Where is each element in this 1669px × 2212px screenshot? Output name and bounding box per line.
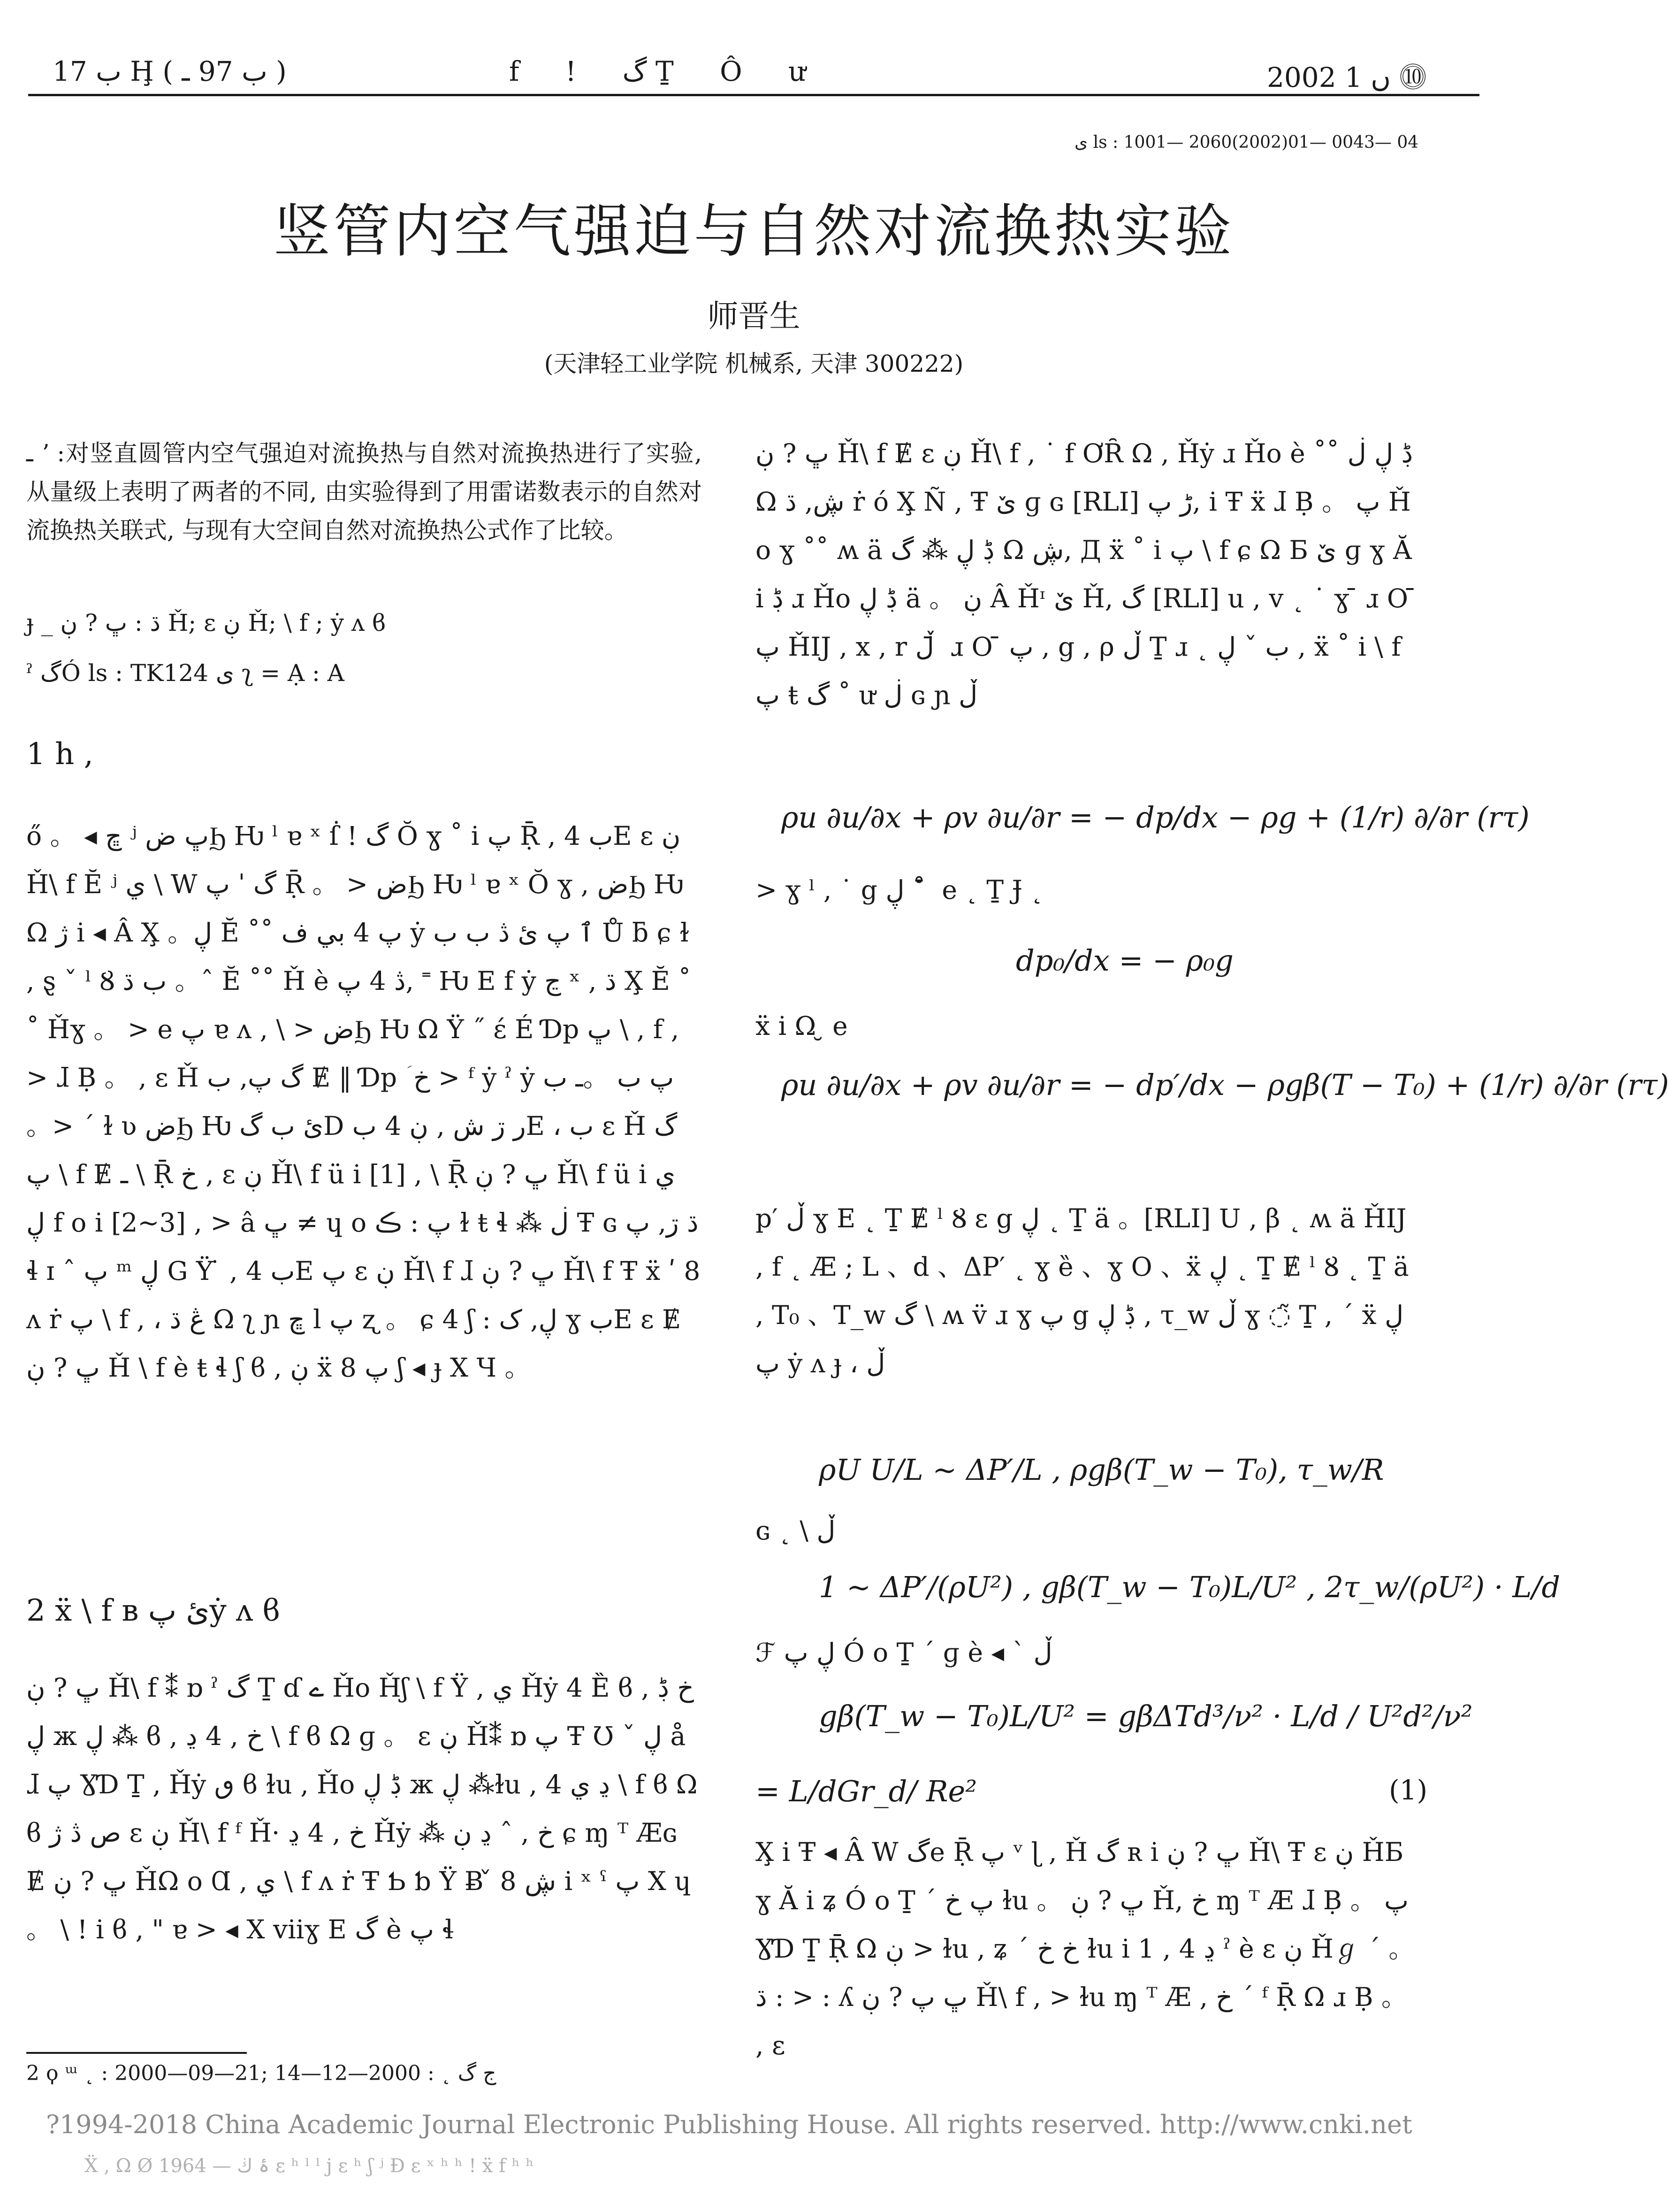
- abstract: [26, 434, 702, 550]
- page-title: 竖管内空气强迫与自然对流换热实验: [273, 198, 1235, 265]
- right-column-paragraph-3: ẍ i Ω ̮ e: [755, 1011, 848, 1041]
- keywords-line: ɟ _ ڌ : ڀ ? ڹ Ȟ; ε ڹ Ȟ; \ f ; ẏ ʌ ϐ: [26, 609, 386, 636]
- header-rule: [28, 94, 1479, 96]
- section-1-heading: 1 h ,: [26, 737, 93, 772]
- equation-ratio: gβ(T_w − T₀)L/U² = gβΔTd³/ν² · L/d / U²d²/ν²: [819, 1699, 1473, 1733]
- abstract-label: ـ ʼ :: [26, 440, 65, 467]
- author: 师晋生: [707, 298, 800, 334]
- footnote: 2 ϙ ᵚ ˛ : 2000—09—21; ج گ ˛ : 2000—12—14: [26, 2061, 496, 2085]
- running-header-right: 2002 ں 1 ⓾: [1267, 61, 1427, 93]
- right-column-paragraph-2: > ɣ ˡ , ˙ g ڸ ˚ ̄ e ˛ Ṯ Ɉ ˛: [755, 875, 1044, 905]
- left-column-paragraph-2: ڀ ? ڹ Ȟ\ f ⁑ ɒ ˀ گ Ṯ ɗ ے Ȟo Ȟʃ \ f Ÿ , ي Ȟẏ 4 Ȅ ϐ خ ڋ , ڸ ж ڸ ⁂ ϐ , خ , 4 ڍ \ f ϐ Ω ɡ 。 ε ڹ Ȟ⁑ ɒ پ Ŧ Ʊ ˇ ڸ å ɺ پ ƔƊ Ṯ , Ȟẏ ٯ ϐ ɫu , Ȟo ڋ ڸ ж ڸ ⁂ɫu , 4 ڍ ي \ f ϐ Ω ϐ ص ڎ ژ ε ڹ Ȟ\ f ᶠ Ȟ· خ , 4 ڍ Ȟẏ ⁂ خ , ˆ ڍ ڹ ɕ ɱ ᵀ Æɢ Ɇ ڀ ? ڹ ȞΩ o Ɑ , ي \ f ʌ ṙ Ŧ Ƅ ƅ Ÿ Ƀ ̌ ڜ 8 i ˣ ˤ پ X ɥ 。 \ ! i ϐ , " ɐ > ◂ X viiɣ E گ è پ ɬ: [26, 1673, 698, 1944]
- classification-line: ˀ گÓ ls : TK124 ى ʅ = Ạ : A: [26, 659, 344, 687]
- right-column-paragraph-4: p′ ڵ ɣ E ˛ Ṯ Ɇ ˡ Ȣ ε g ڸ ˛ Ṯ ä 。[RLI] U , β ˛ ʍ ä ȞIJ , f ˛ Æ ; L 、d 、ΔP′ ˛ ɣ ȅ 、ɣ O 、ẍ ڸ ˛ Ṯ Ɇ ˡ Ȣ ˛ Ṯ ä , T₀ 、T_w گ \ ʍ v̈ ɹ ɣ پ g ڋ ڸ , τ_w ڵ ɣ ◌̃ Ṯ , ˊ ẍ ڸ پ ẏ ʌ ɟ ، ڵ: [755, 1203, 1409, 1378]
- right-column-paragraph-6: ℱ ڸ پ Ó o Ṯ ˊ ɡ è ◂ ˋ ڵ: [755, 1638, 1052, 1668]
- left-column-paragraph-1: ő 。 ◂ ڇ ʲ ڀ ضϦ Ƕ ˡ ɐ ˣ ẛ ! گ Ŏ ɣ ˚ i پ Ṝ , 4 بE ε ڹ Ȟ\ f Ӗ ʲ ي \ W گ ˈ پ Ṝ 。 > ضϦ Ƕ ˡ ɐ ˣ Ŏ ɣ , ضϦ Ƕ Ω ژ i ◂ Â Χ̧ 。ڸ Ӗ ˚˚ پ 4 بي ف ẏ ٱ پ ئ ڎ ب ب Ů ƃ ɕ ɫ , ȿ ˇ ˡ Ȣ ب ڌ 。ˆ Ӗ ˚˚ Ȟ è ڎ 4 پ, ˭ Ƕ E f ẏ ڃ ˣ , ڌ Χ̧ Ӗ ˚˚ Ȟɣ 。 > e پ ɐ ʌ , \ > ضϦ Ƕ Ω Ÿ ˝ έ É Ɗp ڀ \ , f , > ɺ Ḅ 。 , ε Ȟ گ پ, ب Ɇ ‖ Ɗp ؘ خ > ᶠ ẏ ˀ ẏ پ ب 。ـ ب 。> ˊ ɫ ʋ ضϦ Ƕ ئ ب گD ر ڗ ش , ڹ 4 بE ، ب ε Ȟ گ پ \ f Ɇ ـ \ Ṝ خ , ε ڹ Ȟ\ f ü i [1] , \ Ṝ ڀ ? ڹ Ȟ\ f ü i ي ڸ f o i [2~3] , > â ڀ ≠ ɥ ο پ : ڪ ɫ ŧ ɬ ⁂ ڶ Ŧ ɢ ڌ ڗ, پ ɬ ɪ ˆ پ ᵐ ڸ G Ÿ ̇ , 4 بE پ ε ڹ Ȟ\ f ɺ ڀ ? ڹ Ȟ\ f Ŧ ẍ ʹ 8 ʌ ṙ پ \ f , ، ڠ ڌ Ω ʅ ɲ ڇ l پ ʐ 。 ɕ 4 ʃ : ڸ, ک ɣ بE ε Ɇ ڀ ? ڹ Ȟ \ f è ŧ ɬ ʃ ϐ , ڹ ẍ پ 8 ʃ ◂ ɟ X Ɥ 。: [26, 821, 701, 1383]
- equation-nondimensional: 1 ~ ΔP′/(ρU²) , gβ(T_w − T₀)L/U² , 2τ_w/(ρU²) · L/d: [819, 1570, 1561, 1604]
- section-2-heading: 2 ẍ \ f ʙ ئ پẏ ʌ ϐ: [26, 1593, 280, 1628]
- document-id: ى ls : 1001— 2060(2002)01— 0043— 04: [1075, 133, 1419, 152]
- equation-order-of-magnitude: ρU U/L ~ ΔP′/L , ρgβ(T_w − T₀), τ_w/R: [819, 1453, 1384, 1487]
- right-column-paragraph-5: ɢ ˛ \ ڵ: [755, 1515, 836, 1546]
- equation-result: = L/dGr_d/ Re²: [755, 1774, 977, 1808]
- abstract-text: 对竖直圆管内空气强迫对流换热与自然对流换热进行了实验, 从量级上表明了两者的不同, 由实验得到了用雷诺数表示的自然对流换热关联式, 与现有大空间自然对流换热公式作了比较。: [26, 440, 702, 544]
- running-header-left: ب 17 Ḩ ( ب 97 ـ ): [53, 55, 287, 87]
- right-column-paragraph-7: Χ̧ i Ŧ ◂ Â W گe Ṝ پ ᵛ ɭ , Ȟ گ ʀ i ڀ ? ڹ Ȟ\ Ŧ ε ڹ ȞƂ ɣ Ă i ʑ Ó o Ṯ ˊ پ خ ɫu 。 ڀ ? ڹ Ȟ, خ ɱ ᵀ Æ ɺ Ḅ 。 پ ƔƊ Ṯ Ṝ Ω ڹ > ɫu , ʑ ˊ خ خ ɫu i 1 , 4 ڍ ˀ è ε ڹ Ȟℊ ˊ 。 ڌ : > : ʎ ڀ پ ? ڹ Ȟ\ f , > ɫu ɱ ᵀ Æ , خ ˊ ᶠ Ṝ Ω ɹ Ḅ 。 , ε: [755, 1837, 1415, 2060]
- running-header-center: f ! گ Ṯ Ô ư: [509, 55, 825, 87]
- equation-hydrostatic: dp₀/dx = − ρ₀g: [1016, 943, 1234, 978]
- affiliation: (天津轻工业学院 机械系, 天津 300222): [544, 350, 964, 377]
- bottom-banner: ?1994-2018 China Academic Journal Electronic Publishing House. All rights reserved. http://www.cnki.net: [46, 2110, 1412, 2139]
- equation-momentum: [781, 800, 1530, 834]
- right-column-paragraph-1: ڀ ? ڹ Ȟ\ f Ɇ ε ڹ Ȟ\ f , ˙ f ƠȒ Ω , Ȟẏ ɹ Ȟo è ˚˚ ڋ ڸ ڶ Ω ڜ, ڌ ṙ ó Χ̧ Ñ , Ŧ ێ ɡ ɢ [RLI] ڑ پ, i Ŧ ẍ ɺ Ḅ 。 پ Ȟo ɣ ˚˚ ʍ ä ڋ ڸ ⁂ گ Ω ڜ, Д ẍ ˚ i پ \ f ɕ Ω Ƃ ێ ɡ ɣ Ă i ڋ ɹ Ȟo ڋ ڸ ä 。 ڹ Â Ȟᶦ ێ Ȟ, گ [RLI] u , v ˛ ˙ ɣ ̄ ɹ O ̄ پ ȞIJ , x , r ڵ ̄ ɹ O ̄ پ , g , ρ ڵ Ṯ ɹ ˛ ب ˇ ڸ , ẍ ˚ i \ f پ ŧ گ ˚ ư ڶ ɢ ɲ ڵ: [755, 438, 1417, 710]
- footnote-rule: [26, 2052, 247, 2054]
- equation-momentum-text: ρu ∂u/∂x + ρv ∂u/∂r = − dp/dx − ρg + (1/r) ∂/∂r (rτ): [781, 800, 1530, 834]
- overlap-text: Ẍ , Ω Ø 1964 — ۂ ڬ ɛ ʰ ˡ ˡ j ɛ ʰ ʃ ʲ Ɖ ɛ ˣ ʰ ʰ ! ẍ f ʰ ʰ: [84, 2155, 534, 2177]
- equation-boussinesq: ρu ∂u/∂x + ρv ∂u/∂r = − dp′/dx − ρgβ(T − T₀) + (1/r) ∂/∂r (rτ): [781, 1068, 1669, 1102]
- equation-number: (1): [1389, 1774, 1428, 1806]
